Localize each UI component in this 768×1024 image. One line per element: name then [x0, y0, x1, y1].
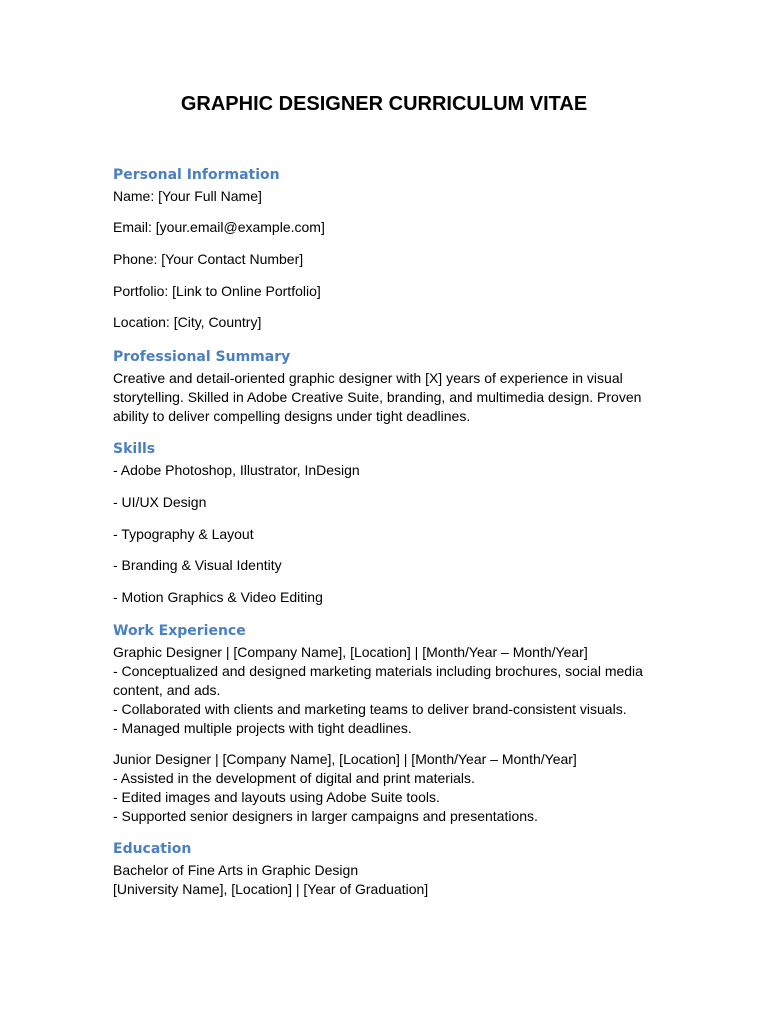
- job-detail-line: - Assisted in the development of digital and print materials.: [113, 770, 475, 786]
- job-detail-line: - Managed multiple projects with tight deadlines.: [113, 720, 412, 736]
- personal-email: Email: [your.email@example.com]: [113, 219, 325, 235]
- job-entry: [113, 643, 653, 738]
- personal-information-heading: Personal Information: [113, 167, 280, 183]
- document-title: GRAPHIC DESIGNER CURRICULUM VITAE: [180, 93, 588, 115]
- education-institution: [University Name], [Location] | [Year of Graduation]: [113, 881, 429, 897]
- work-experience-heading: Work Experience: [113, 623, 246, 639]
- job-entry: [113, 750, 653, 826]
- skill-item: - Typography & Layout: [113, 526, 254, 542]
- skill-item: - Motion Graphics & Video Editing: [113, 589, 323, 605]
- summary-line: ability to deliver compelling designs under tight deadlines.: [113, 408, 471, 424]
- summary-line: storytelling. Skilled in Adobe Creative Suite, branding, and multimedia design. Proven: [113, 389, 642, 405]
- personal-portfolio: Portfolio: [Link to Online Portfolio]: [113, 283, 321, 299]
- personal-phone: Phone: [Your Contact Number]: [113, 251, 304, 267]
- education-degree: Bachelor of Fine Arts in Graphic Design: [113, 862, 359, 878]
- skills-heading: Skills: [113, 441, 156, 457]
- professional-summary-heading: Professional Summary: [113, 349, 291, 365]
- summary-line: Creative and detail-oriented graphic designer with [X] years of experience in visual: [113, 370, 623, 386]
- education-entry: [113, 861, 653, 899]
- job-title: Graphic Designer | [Company Name], [Location] | [Month/Year – Month/Year]: [113, 644, 588, 660]
- job-detail-line: content, and ads.: [113, 682, 221, 698]
- skill-item: - UI/UX Design: [113, 494, 207, 510]
- job-detail-line: - Collaborated with clients and marketing teams to deliver brand-consistent visuals.: [113, 701, 627, 717]
- skill-item: - Adobe Photoshop, Illustrator, InDesign: [113, 462, 360, 478]
- job-detail-line: - Conceptualized and designed marketing materials including brochures, social media: [113, 663, 643, 679]
- professional-summary-text: [113, 369, 653, 426]
- education-heading: Education: [113, 841, 192, 857]
- personal-name: Name: [Your Full Name]: [113, 188, 262, 204]
- job-detail-line: - Edited images and layouts using Adobe Suite tools.: [113, 789, 440, 805]
- skill-item: - Branding & Visual Identity: [113, 557, 282, 573]
- job-title: Junior Designer | [Company Name], [Location] | [Month/Year – Month/Year]: [113, 751, 577, 767]
- job-detail-line: - Supported senior designers in larger campaigns and presentations.: [113, 808, 538, 824]
- personal-location: Location: [City, Country]: [113, 314, 262, 330]
